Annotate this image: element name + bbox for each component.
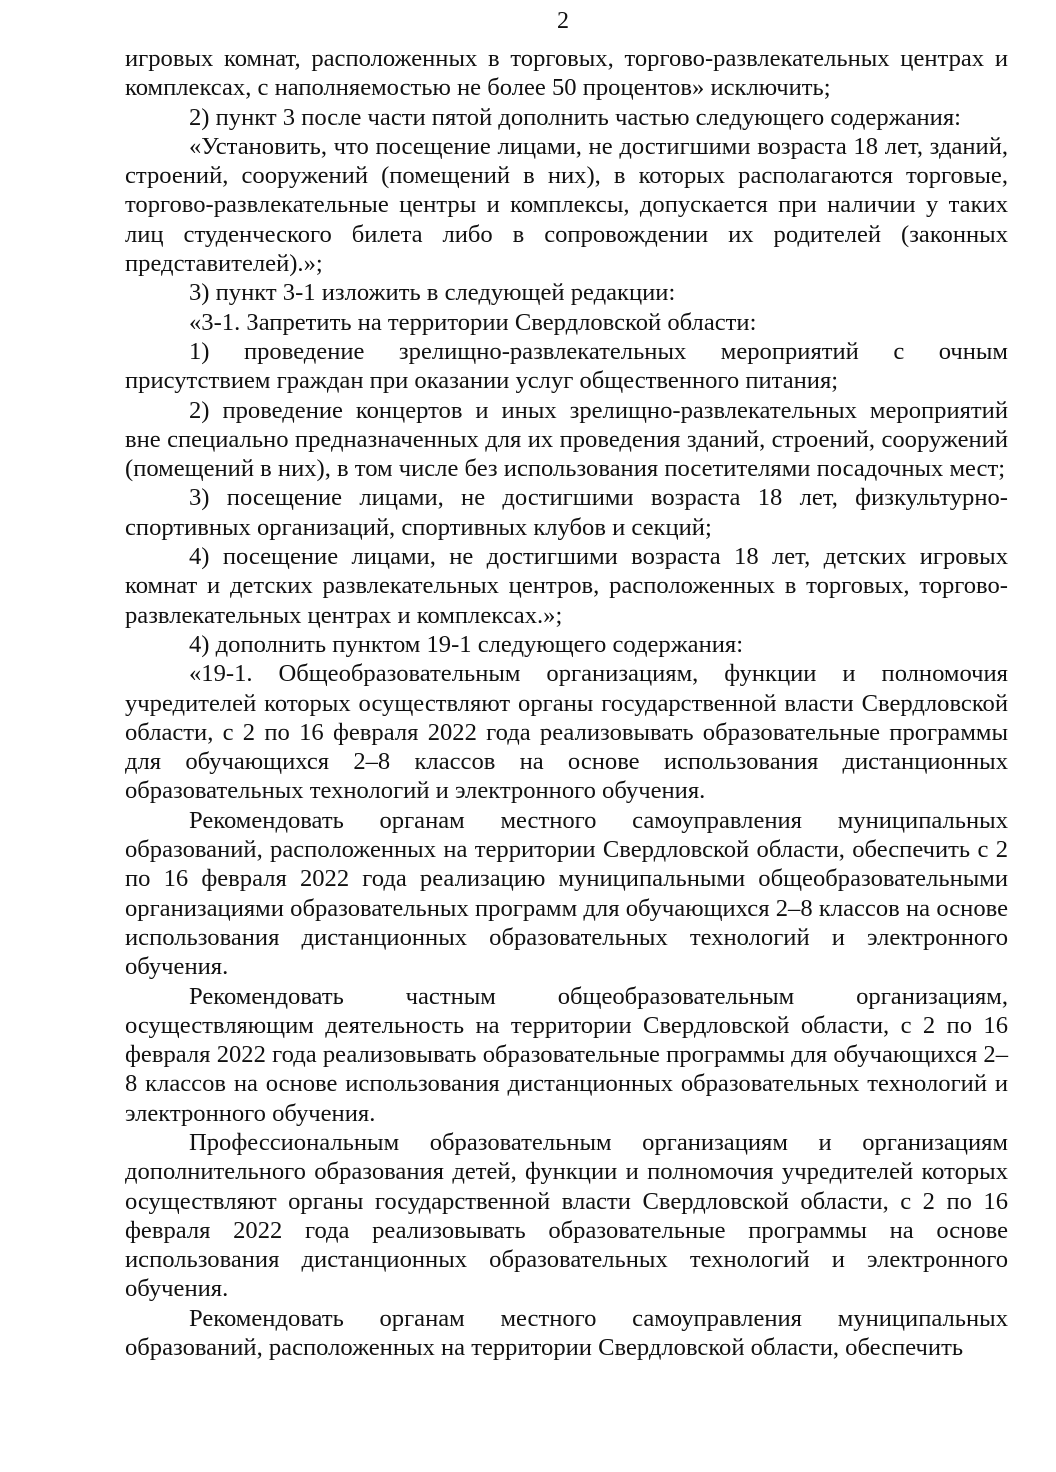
paragraph: 3) пункт 3-1 изложить в следующей редакции: [189,279,676,307]
paragraph: Профессиональным образовательным организациям и организациям дополнительного образования детей, функции и полномочия учредителей которых осуществляют органы государственной власти Свердловской области, с 2 по 16 февраля 2022 года реализовывать образовательные программы на основе использования дистанционных образовательных технологий и электронного обучения. [125,1128,1008,1303]
paragraph: 2) проведение концертов и иных зрелищно-развлекательных мероприятий вне специально предназначенных для их проведения зданий, строений, сооружений (помещений в них), в том числе без использования посетителями посадочных мест; [125,396,1008,483]
paragraph: «3-1. Запретить на территории Свердловской области: [189,308,757,336]
paragraph: Рекомендовать органам местного самоуправления муниципальных образований, расположенных на территории Свердловской области, обеспечить с 2 по 16 февраля 2022 года реализацию муниципальными общеобразовательными организациями образовательных программ для обучающихся 2–8 классов на основе использования дистанционных образовательных технологий и электронного обучения. [125,806,1008,981]
paragraph: 3) посещение лицами, не достигшими возраста 18 лет, физкультурно-спортивных организаций, спортивных клубов и секций; [125,484,1008,541]
paragraph: 4) посещение лицами, не достигшими возраста 18 лет, детских игровых комнат и детских развлекательных центров, расположенных в торговых, торгово-развлекательных центрах и комплексах.»; [125,543,1008,629]
paragraph: «Установить, что посещение лицами, не достигшими возраста 18 лет, зданий, строений, сооружений (помещений в них), в которых располагаются торговые, торгово-развлекательные центры и комплексы, допускается при наличии у таких лиц студенческого билета либо в сопровождении их родителей (законных представителей).»; [125,132,1008,278]
document-body [125,44,1008,1362]
paragraph: Рекомендовать частным общеобразовательным организациям, осуществляющим деятельность на территории Свердловской области, с 2 по 16 февраля 2022 года реализовывать образовательные программы для обучающихся 2–8 классов на основе использования дистанционных образовательных технологий и электронного обучения. [125,982,1008,1127]
paragraph: «19-1. Общеобразовательным организациям, функции и полномочия учредителей которых осуществляют органы государственной власти Свердловской области, с 2 по 16 февраля 2022 года реализовывать образовательные программы для обучающихся 2–8 классов на основе использования дистанционных образовательных технологий и электронного обучения. [125,660,1008,805]
paragraph: игровых комнат, расположенных в торговых, торгово-развлекательных центрах и комплексах, с наполняемостью не более 50 процентов» исключить; [125,45,1008,102]
paragraph: Рекомендовать органам местного самоуправления муниципальных образований, расположенных на территории Свердловской области, обеспечить [125,1304,1008,1362]
paragraph: 2) пункт 3 после части пятой дополнить частью следующего содержания: [189,103,961,131]
page-number: 2 [557,8,569,34]
paragraph: 4) дополнить пунктом 19-1 следующего содержания: [189,630,744,658]
paragraph: 1) проведение зрелищно-развлекательных мероприятий с очным присутствием граждан при оказании услуг общественного питания; [125,337,1008,395]
